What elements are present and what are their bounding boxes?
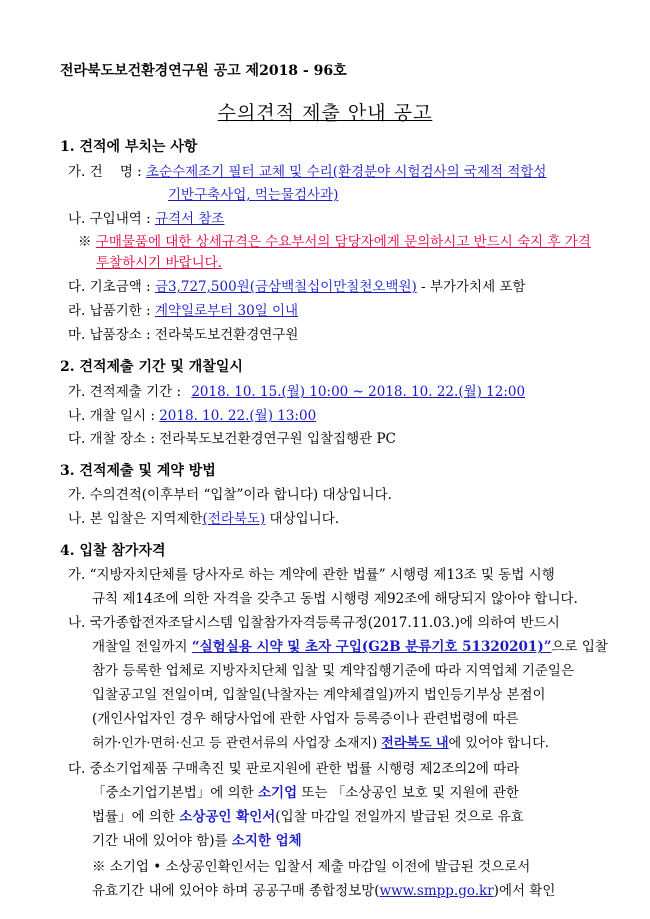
section-4-heading: 4. 입찰 참가자격	[60, 543, 166, 559]
item-name-label: 가. 건 명 :	[68, 164, 142, 180]
purchase-detail-label: 나. 구입내역 :	[68, 211, 151, 227]
g2b-category: “실험실용 시약 및 초자 구입(G2B 분류기호 51320201)”	[191, 639, 552, 655]
region-text: 나. 본 입찰은 지역제한	[68, 511, 203, 527]
contract-method-line2	[68, 510, 339, 528]
notice-note-line2: 투찰하시기 바랍니다.	[96, 255, 222, 271]
qual-c-text-2-end: 또는 「소상공인 보호 및 지원에 관한	[297, 785, 519, 801]
opening-time-value: 2018. 10. 22.(월) 13:00	[159, 408, 317, 424]
section-1-heading: 1. 견적에 부치는 사항	[60, 139, 198, 155]
item-name-row	[68, 163, 546, 181]
deadline-label: 라. 납품기한 :	[68, 303, 151, 319]
qual-a-line1: 가. “지방자치단체를 당사자로 하는 계약에 관한 법률” 시행령 제13조 및 동법 시행	[68, 567, 555, 583]
notice-note-line1	[78, 233, 591, 251]
section-2-heading: 2. 견적제출 기간 및 개찰일시	[60, 359, 243, 375]
region-text-end: 대상입니다.	[265, 511, 340, 527]
region-restriction: (전라북도)	[202, 511, 266, 527]
contract-method-line1: 가. 수의견적(이후부터 “입찰”이라 합니다) 대상입니다.	[68, 487, 392, 503]
qual-b-line2	[92, 638, 608, 656]
submission-period-row	[68, 383, 525, 401]
delivery-place-row: 마. 납품장소 : 전라북도보건환경연구원	[68, 327, 299, 343]
opening-time-row	[68, 407, 316, 425]
qual-c-text-3-end: (입찰 마감일 전일까지 발급된 것으로 유효	[275, 809, 524, 825]
item-name-value: 초순수제조기 필터 교체 및 수리(환경분야 시험검사의 국제적 적합성	[146, 164, 547, 180]
base-price-value: 금3,727,500원(금삼백칠십이만칠천오백원)	[154, 279, 417, 295]
qual-c-text-3: 법률」에 의한	[92, 809, 180, 825]
qual-note-text-end: )에서 확인	[493, 883, 556, 899]
qual-note-line1: ※ 소기업 • 소상공인확인서는 입찰서 제출 마감일 이전에 발급된 것으로서	[92, 859, 531, 875]
opening-time-label: 나. 개찰 일시 :	[68, 408, 155, 424]
small-merchant-cert: 소상공인 확인서	[179, 809, 276, 825]
qual-c-line4	[92, 832, 302, 850]
section-3-heading: 3. 견적제출 및 계약 방법	[60, 463, 216, 479]
spec-reference-link[interactable]: 규격서 참조	[154, 211, 225, 227]
notice-number: 전라북도보건환경연구원 공고 제2018 - 96호	[60, 63, 347, 79]
qual-b-line1: 나. 국가종합전자조달시스템 입찰참가자격등록규정(2017.11.03.)에 의하여 반드시	[68, 615, 560, 631]
base-price-label: 다. 기초금액 :	[68, 279, 151, 295]
qual-c-line1: 다. 중소기업제품 구매촉진 및 판로지원에 관한 법률 시행령 제2조의2에 따라	[68, 761, 520, 777]
qual-note-text: 유효기간 내에 있어야 하며 공공구매 종합정보망(	[92, 883, 380, 899]
opening-place-row: 다. 개찰 장소 : 전라북도보건환경연구원 입찰집행관 PC	[68, 431, 396, 447]
qual-b-text-end: 으로 입찰	[551, 639, 608, 655]
qual-c-line2	[92, 784, 519, 802]
qual-b-line6	[92, 734, 549, 753]
note-mark: ※	[78, 234, 92, 250]
item-name-value-cont: 기반구축사업, 먹는물검사과)	[168, 187, 339, 203]
holding-company: 소지한 업체	[231, 833, 302, 849]
smpp-website-link[interactable]: www.smpp.go.kr	[379, 883, 494, 899]
qual-c-text-2: 「중소기업기본법」에 의한	[92, 785, 258, 801]
note-text-1: 구매물품에 대한 상세규격은 수요부서의 담당자에게 문의하시고 반드시 숙지 후 가격	[95, 234, 591, 250]
qual-c-line3	[92, 808, 524, 826]
deadline-row	[68, 302, 298, 320]
qual-b-line5: (개인사업자인 경우 해당사업에 관한 사업자 등록증이나 관련법령에 따른	[92, 711, 519, 727]
qual-c-text-4: 기간 내에 있어야 함)를	[92, 833, 232, 849]
submission-period-value: 2018. 10. 15.(월) 10:00 ~ 2018. 10. 22.(월) 12:00	[191, 384, 526, 400]
qual-a-line2: 규칙 제14조에 의한 자격을 갖추고 동법 시행령 제92조에 해당되지 않아야 합니다.	[92, 591, 578, 607]
vat-note: - 부가가치세 포함	[416, 279, 526, 295]
page-title: 수의견적 제출 안내 공고	[217, 102, 433, 124]
base-price-row	[68, 278, 526, 296]
jeonbuk-region: 전라북도 내	[381, 736, 449, 751]
qual-b-line3: 참가 등록한 업체로 지방자치단체 입찰 및 계약집행기준에 따라 지역업체 기준일은	[92, 663, 575, 679]
qual-b-text-6-end: 에 있어야 합니다.	[448, 736, 549, 751]
qual-b-line4: 입찰공고일 전일이며, 입찰일(낙찰자는 계약체결일)까지 법인등기부상 본점이	[92, 687, 546, 703]
submission-period-label: 가. 견적제출 기간 :	[68, 384, 182, 400]
deadline-value: 계약일로부터 30일 이내	[154, 303, 299, 319]
qual-note-line2	[92, 882, 555, 900]
qual-b-text-6: 허가·인가·면허·신고 등 관련서류의 사업장 소재지)	[92, 736, 382, 751]
small-business: 소기업	[258, 785, 298, 801]
qual-b-text: 개찰일 전일까지	[92, 639, 192, 655]
purchase-detail-row	[68, 210, 224, 228]
